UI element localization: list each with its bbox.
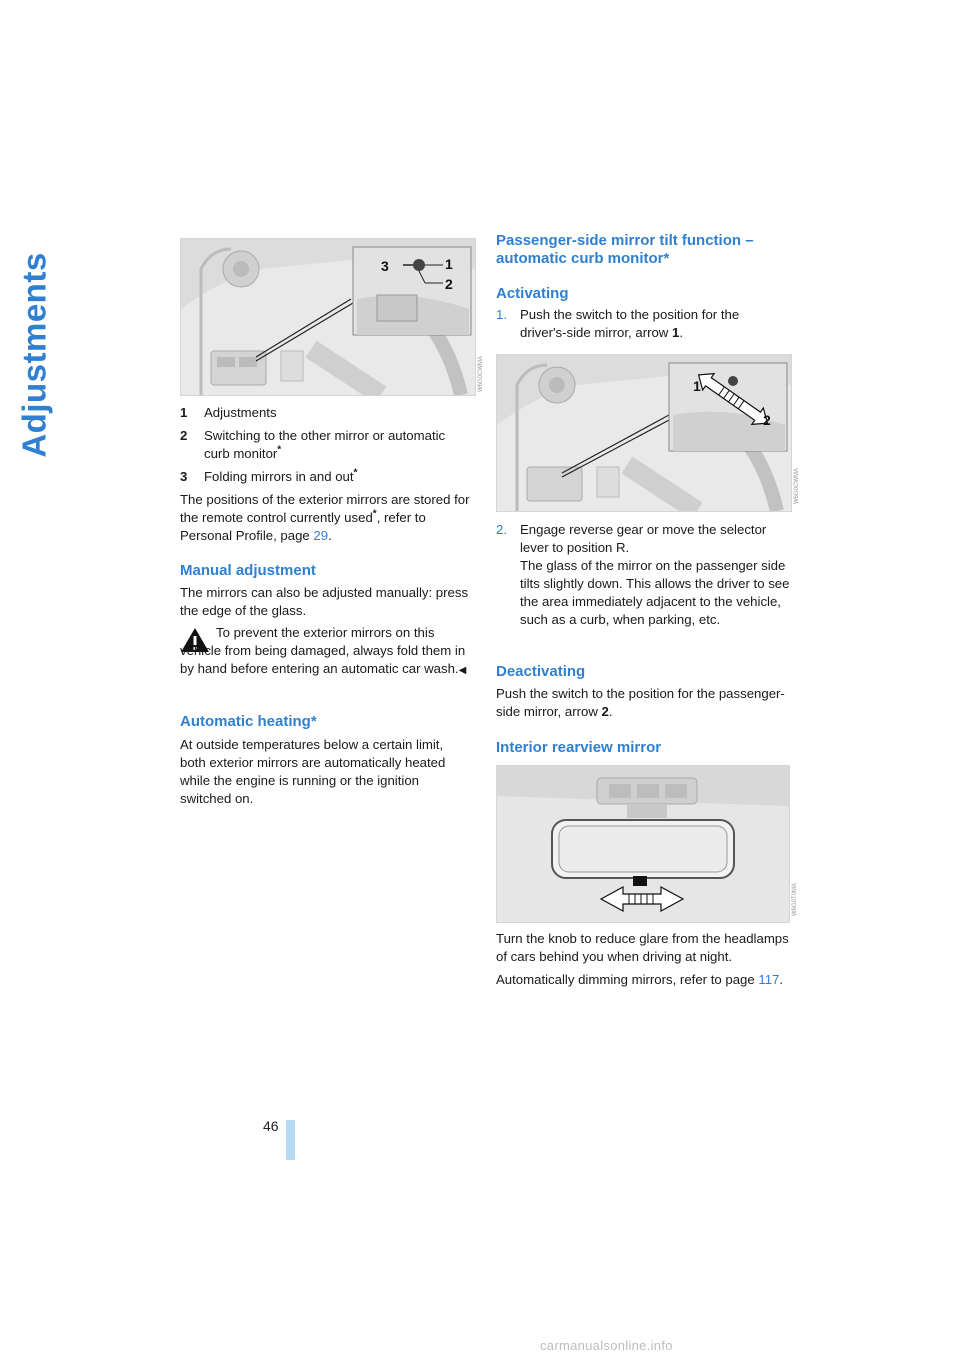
option-star: * — [353, 467, 358, 479]
section-title-text: Adjustments — [16, 252, 54, 458]
option-star: * — [372, 508, 377, 520]
figure-mirror-switch-arrows — [496, 354, 792, 512]
section-side-title — [10, 230, 60, 480]
fig1-label-2: 2 — [445, 276, 453, 292]
end-marker: ◀ — [458, 665, 467, 676]
manual-paragraph: The mirrors can also be adjusted manually: press the edge of the glass. — [180, 585, 469, 618]
legend-key: 2 — [180, 428, 188, 443]
step-number: 1. — [496, 307, 507, 322]
heading-deactivating: Deactivating — [496, 663, 586, 680]
fig2-code: W6G0CWMA — [794, 468, 800, 504]
step2-text-a: Engage reverse gear or move the selector lever to position R. — [520, 522, 767, 555]
interior-paragraph-2 — [496, 971, 790, 989]
warning-text-body: To prevent the exterior mirrors on this vehicle from being damaged, always fold them in by hand before entering an automatic car wash. — [180, 625, 466, 676]
positions-text-a: The positions of the exterior mirrors are stored for the remote control currently used — [180, 492, 470, 525]
manual-text — [180, 584, 470, 625]
legend-text: Adjustments — [204, 405, 277, 420]
page-link-29[interactable]: 29 — [313, 528, 329, 543]
figure-mirror-switch-arrows-drawing — [497, 355, 791, 511]
deactivating-text-a: Push the switch to the position for the passenger-side mirror, arrow — [496, 686, 785, 719]
legend-block — [180, 404, 470, 550]
heating-text — [180, 736, 470, 813]
legend-key: 3 — [180, 469, 188, 484]
legend-text: Switching to the other mirror or automatic curb monitor — [204, 428, 446, 461]
legend-key: 1 — [180, 405, 188, 420]
warning-text — [180, 624, 470, 680]
interior-text — [496, 930, 790, 994]
activating-step-1 — [496, 306, 788, 347]
fig2-label-1: 1 — [693, 378, 701, 394]
activating-step-2 — [496, 521, 790, 634]
positions-end: . — [328, 528, 332, 543]
footer-watermark: carmanualsonline.info — [540, 1338, 673, 1353]
step2-text-b: The glass of the mirror on the passenger side tilts slightly down. This allows the driver to see the area immediately adjacent to the vehicle, such as a curb, when parking, etc. — [520, 558, 790, 627]
fig1-code: W6G0CWMA — [478, 356, 484, 392]
deactivating-end: . — [608, 704, 613, 719]
arrow-number: 2 — [601, 704, 609, 719]
page-number: 46 — [263, 1118, 279, 1134]
option-star: * — [277, 444, 282, 456]
heading-mirror-tilt: Passenger-side mirror tilt function – automatic curb monitor* — [496, 232, 754, 267]
interior-text2-end: . — [779, 972, 784, 987]
interior-text2-a: Automatically dimming mirrors, refer to page — [496, 972, 759, 987]
legend-text: Folding mirrors in and out — [204, 469, 354, 484]
page-number-bar — [286, 1120, 295, 1160]
step1-text: Push the switch to the position for the driver's-side mirror, arrow — [520, 307, 740, 340]
deactivating-text — [496, 685, 786, 726]
figure-interior-mirror-drawing — [497, 766, 789, 922]
fig1-label-1: 1 — [445, 256, 453, 272]
legend-item-3 — [180, 468, 470, 486]
heading-automatic-heating: Automatic heating* — [180, 713, 317, 730]
interior-paragraph-1: Turn the knob to reduce glare from the headlamps of cars behind you when driving at night. — [496, 931, 789, 964]
heading-interior-mirror: Interior rearview mirror — [496, 739, 662, 756]
heading-manual-adjustment: Manual adjustment — [180, 562, 316, 579]
legend-item-1 — [180, 404, 470, 422]
figure-interior-mirror — [496, 765, 790, 923]
figure-mirror-switch-drawing — [181, 239, 475, 395]
page-link-117[interactable]: 117 — [758, 972, 780, 987]
positions-paragraph — [180, 491, 470, 545]
fig2-label-2: 2 — [763, 412, 771, 428]
step-number: 2. — [496, 522, 507, 537]
fig3-code: W6G0T0MA — [792, 882, 798, 916]
heating-paragraph: At outside temperatures below a certain limit, both exterior mirrors are automatically heated while the engine is running or the ignition switched on. — [180, 737, 446, 806]
heading-activating: Activating — [496, 285, 569, 302]
fig1-label-3: 3 — [381, 258, 389, 274]
legend-item-2 — [180, 427, 470, 463]
step1-end: . — [679, 325, 684, 340]
arrow-number: 1 — [672, 325, 680, 340]
figure-mirror-switch — [180, 238, 476, 396]
positions-text-b: , refer to Personal Profile, page — [180, 510, 426, 543]
